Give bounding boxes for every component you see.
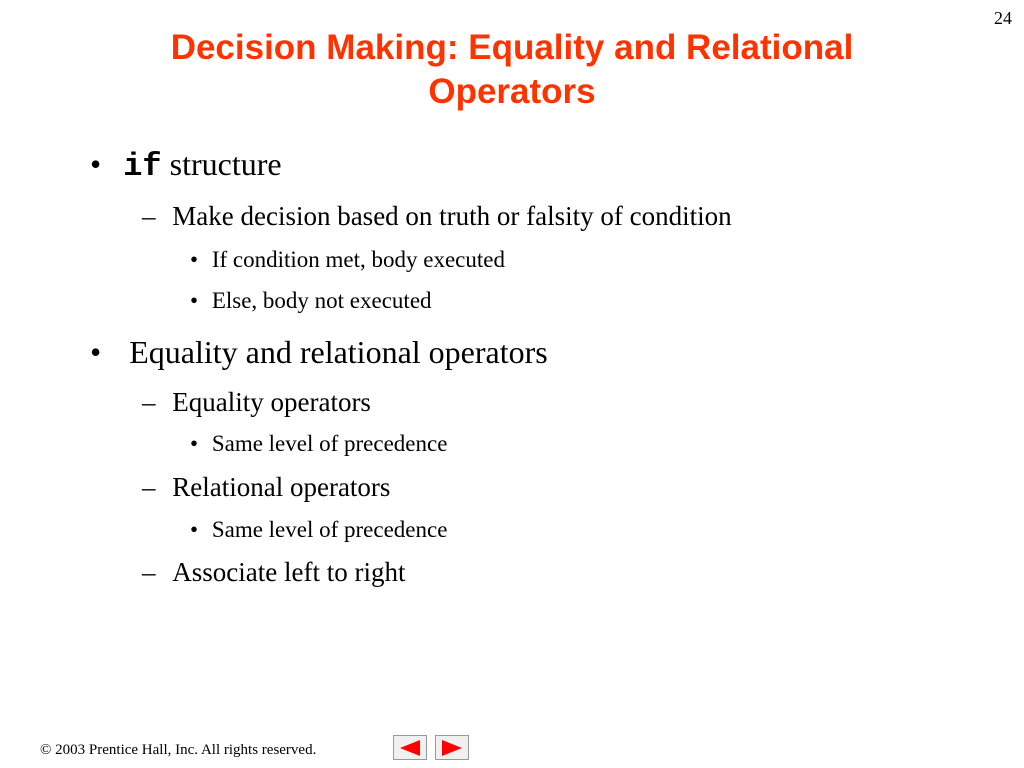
next-slide-button[interactable] <box>435 735 469 760</box>
bullet-marker: • <box>190 288 199 313</box>
bullet-text: structure <box>169 146 282 182</box>
sub-bullet-associate <box>142 557 405 588</box>
sub-bullet-text: Equality operators <box>172 387 371 417</box>
sub-bullet-decision <box>142 201 732 232</box>
slide-title-line-1: Decision Making: Equality and Relational <box>170 28 854 67</box>
copyright-text: 2003 Prentice Hall, Inc. All rights reserved. <box>51 742 317 758</box>
sub-sub-bullet-precedence-2 <box>190 517 447 543</box>
bullet-marker: • <box>90 146 102 182</box>
bullet-equality-relational <box>90 334 548 371</box>
dash-marker: – <box>142 557 156 587</box>
bullet-marker: • <box>90 334 102 370</box>
sub-sub-bullet-precedence-1 <box>190 431 447 457</box>
sub-sub-bullet-text: Else, body not executed <box>211 288 432 313</box>
sub-sub-bullet-else <box>190 288 432 314</box>
copyright-symbol: © <box>40 742 52 758</box>
page-number: 24 <box>994 8 1012 28</box>
sub-bullet-text: Associate left to right <box>172 557 406 587</box>
sub-bullet-text: Relational operators <box>172 472 391 502</box>
bullet-text: Equality and relational operators <box>129 334 548 370</box>
bullet-if-structure <box>90 146 282 185</box>
sub-bullet-relational-operators <box>142 472 390 503</box>
sub-sub-bullet-condition-met <box>190 247 505 273</box>
bullet-marker: • <box>190 247 199 272</box>
dash-marker: – <box>142 387 156 417</box>
sub-sub-bullet-text: If condition met, body executed <box>211 247 505 272</box>
dash-marker: – <box>142 472 156 502</box>
slide-title <box>0 26 1024 114</box>
previous-slide-button[interactable] <box>393 735 427 760</box>
slide-title-line-2: Operators <box>428 72 596 111</box>
next-arrow-icon <box>439 739 465 757</box>
prev-arrow-icon <box>397 739 423 757</box>
footer-copyright <box>40 742 316 759</box>
bullet-marker: • <box>190 431 199 456</box>
sub-sub-bullet-text: Same level of precedence <box>211 431 448 456</box>
sub-bullet-text: Make decision based on truth or falsity of condition <box>172 201 732 231</box>
dash-marker: – <box>142 201 156 231</box>
sub-bullet-equality-operators <box>142 387 371 418</box>
code-keyword-if: if <box>123 148 162 185</box>
bullet-marker: • <box>190 517 199 542</box>
sub-sub-bullet-text: Same level of precedence <box>211 517 448 542</box>
